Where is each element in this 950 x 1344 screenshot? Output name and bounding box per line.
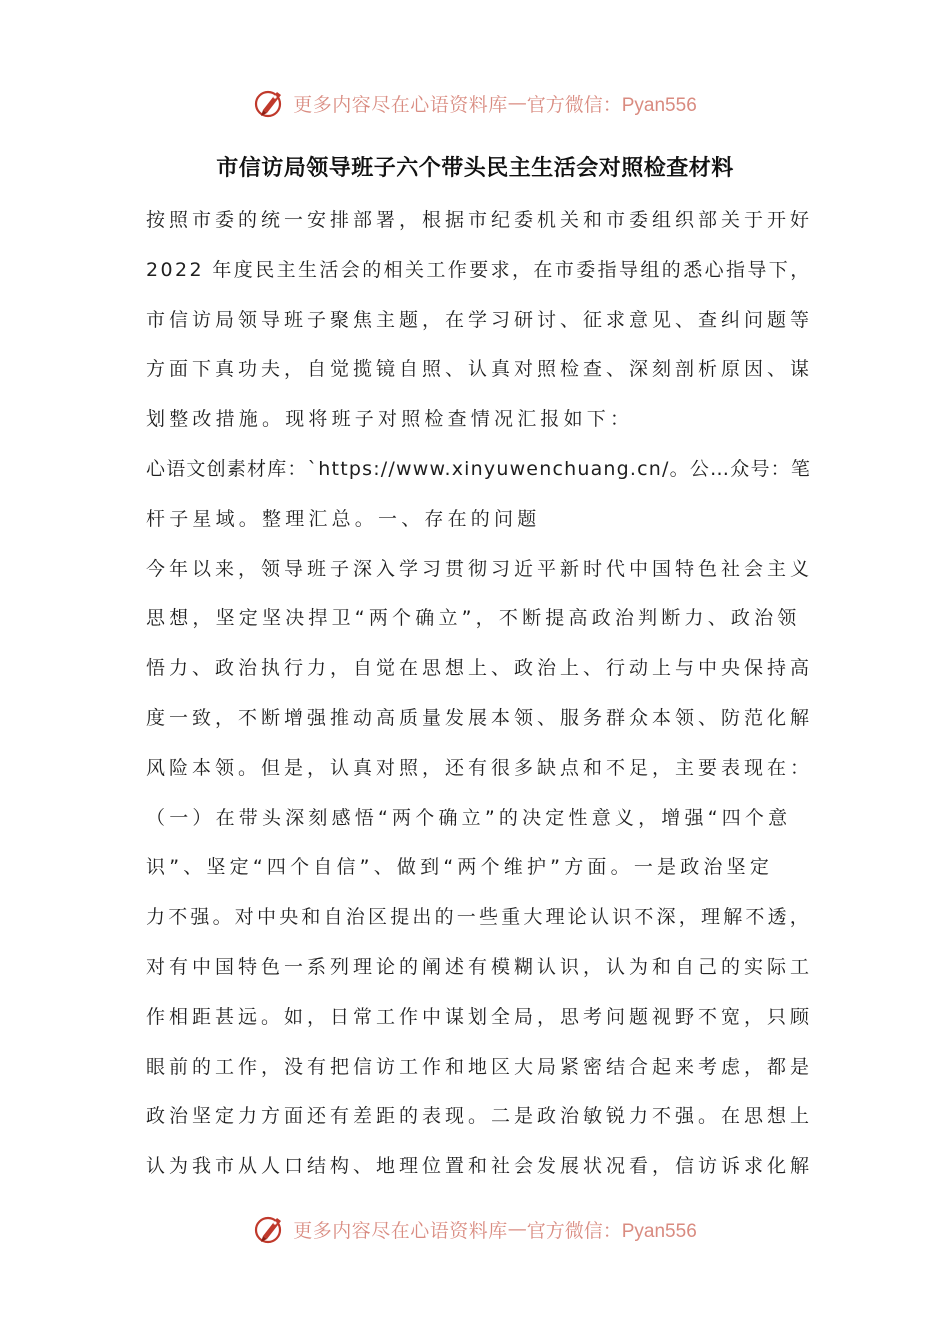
body-line: 2022 年度民主生活会的相关工作要求，在市委指导组的悉心指导下， xyxy=(146,258,812,281)
body-line: 今年以来，领导班子深入学习贯彻习近平新时代中国特色社会主义 xyxy=(146,557,814,580)
watermark-text: 更多内容尽在心语资料库 xyxy=(293,1219,508,1242)
body-line: 眼前的工作，没有把信访工作和地区大局紧密结合起来考虑，都是 xyxy=(146,1055,814,1078)
body-line: 作相距甚远。如，日常工作中谋划全局，思考问题视野不宽，只顾 xyxy=(146,1005,814,1028)
body-line: 悟力、政治执行力，自觉在思想上、政治上、行动上与中央保持高 xyxy=(146,657,814,680)
watermark-text: 更多内容尽在心语资料库 xyxy=(293,93,508,116)
body-line: 对有中国特色一系列理论的阐述有模糊认识，认为和自己的实际工 xyxy=(146,955,814,978)
footer-watermark xyxy=(0,1209,950,1249)
body-line: 按照市委的统一安排部署，根据市纪委机关和市委组织部关于开好 xyxy=(146,209,814,231)
body-line: 政治坚定力方面还有差距的表现。二是政治敏锐力不强。在思想上 xyxy=(146,1105,814,1128)
body-line: 划整改措施。现将班子对照检查情况汇报如下： xyxy=(146,408,634,431)
body-line: 力不强。对中央和自治区提出的一些重大理论认识不深，理解不透， xyxy=(146,906,813,929)
body-line: 心语文创素材库：`https://www.xinyuwenchuang.cn/。公…众号：笔 xyxy=(146,457,812,480)
watermark-contact: 官方微信：Pyan556 xyxy=(526,94,697,116)
document-body xyxy=(146,196,818,1192)
body-line: 认为我市从人口结构、地理位置和社会发展状况看，信访诉求化解 xyxy=(146,1155,814,1178)
body-line: 度一致，不断增强推动高质量发展本领、服务群众本领、防范化解 xyxy=(146,706,814,729)
body-line: 方面下真功夫，自觉揽镜自照、认真对照检查、深刻剖析原因、谋 xyxy=(146,358,814,381)
watermark-contact: 官方微信：Pyan556 xyxy=(526,1220,697,1242)
document-title: 市信访局领导班子六个带头民主生活会对照检查材料 xyxy=(216,156,734,181)
pen-nib-circle-icon xyxy=(253,1212,287,1246)
body-line: 杆子星域。整理汇总。一、存在的问题 xyxy=(146,507,541,530)
pen-nib-circle-icon xyxy=(253,86,287,120)
body-line: （一）在带头深刻感悟“两个确立”的决定性意义，增强“四个意 xyxy=(146,806,792,829)
watermark-separator: — xyxy=(507,1218,527,1240)
body-line: 风险本领。但是，认真对照，还有很多缺点和不足，主要表现在： xyxy=(146,756,814,779)
watermark-separator: — xyxy=(507,92,527,114)
body-line: 市信访局领导班子聚焦主题，在学习研讨、征求意见、查纠问题等 xyxy=(146,308,814,331)
body-line: 思想，坚定坚决捍卫“两个确立”，不断提高政治判断力、政治领 xyxy=(146,607,801,630)
header-watermark xyxy=(0,83,950,123)
body-line: 识”、坚定“四个自信”、做到“两个维护”方面。一是政治坚定 xyxy=(146,856,774,879)
